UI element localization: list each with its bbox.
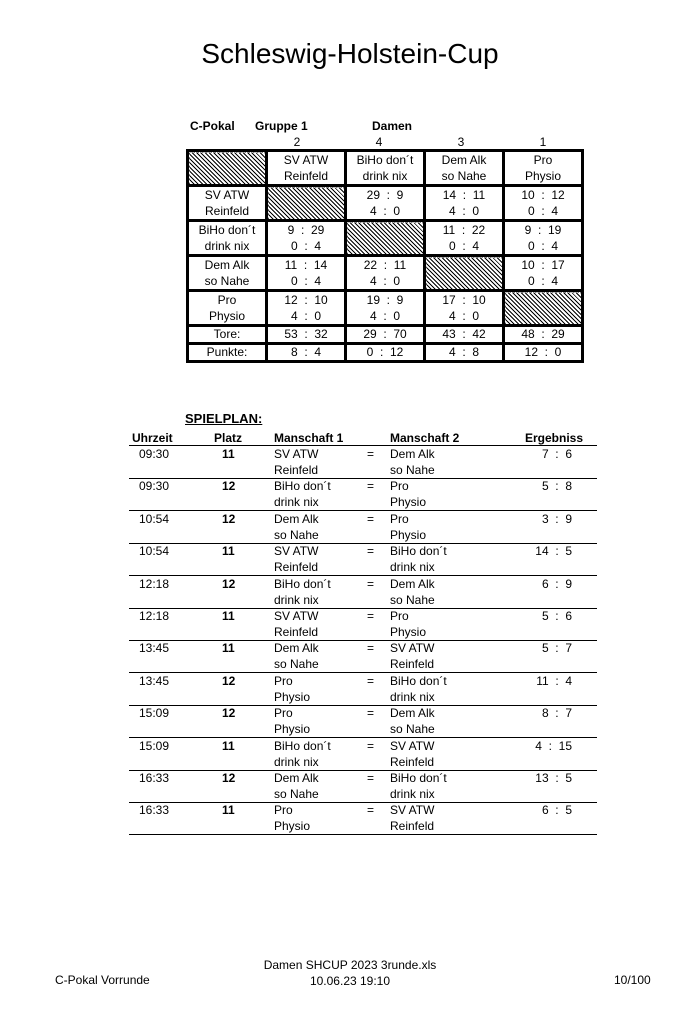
- match-time: 15:09: [139, 706, 170, 721]
- match-field: 11: [222, 641, 235, 656]
- match-team2: [390, 705, 490, 737]
- points-total-value: 8 : 4: [267, 344, 346, 362]
- team2-line2: Physio: [390, 527, 427, 542]
- team-name-line2: Physio: [524, 169, 562, 183]
- team-name-line1: Dem Alk: [441, 153, 487, 167]
- team-row-header-4: [188, 291, 267, 326]
- footer-left: C-Pokal Vorrunde: [55, 973, 150, 987]
- schedule-row: [129, 576, 597, 609]
- match-result-cell: [346, 291, 425, 326]
- match-field: 12: [222, 576, 236, 591]
- match-separator: =: [367, 609, 375, 623]
- match-time: 13:45: [139, 673, 170, 688]
- goals-score: 14 : 11: [442, 188, 486, 202]
- goals-total-row: [188, 326, 583, 344]
- header-field: Platz: [214, 431, 243, 445]
- points-score: 4 : 0: [448, 204, 480, 218]
- team1-line2: Physio: [274, 819, 311, 834]
- team1-line2: so Nahe: [274, 657, 319, 672]
- team1-line2: drink nix: [274, 592, 319, 607]
- match-field: 11: [222, 544, 235, 559]
- team2-line1: Pro: [390, 511, 409, 526]
- cup-label: C-Pokal: [190, 119, 235, 133]
- match-team1: [274, 705, 364, 737]
- match-result: 6 : 9: [541, 576, 572, 591]
- schedule-title: SPIELPLAN:: [185, 411, 263, 426]
- team2-line2: Reinfeld: [390, 819, 435, 834]
- match-team2: [390, 543, 490, 575]
- match-time: 10:54: [139, 511, 170, 526]
- match-result: 11 : 4: [536, 673, 572, 688]
- goals-score: 10 : 17: [521, 258, 565, 272]
- match-result-cell: [504, 186, 583, 221]
- footer-page: 10/100: [614, 973, 651, 987]
- team2-line2: so Nahe: [390, 722, 435, 737]
- header-result: Ergebniss: [525, 431, 584, 445]
- points-score: 4 : 0: [369, 309, 401, 323]
- match-time: 16:33: [139, 803, 170, 818]
- schedule-row: [129, 543, 597, 576]
- team2-line2: Reinfeld: [390, 657, 435, 672]
- team1-line1: BiHo don´t: [274, 479, 331, 494]
- match-separator: =: [367, 641, 375, 656]
- match-field: 12: [222, 479, 236, 494]
- match-time: 16:33: [139, 771, 170, 785]
- points-score: 0 : 4: [448, 239, 480, 253]
- match-team1: [274, 478, 364, 510]
- team2-line1: Pro: [390, 609, 409, 623]
- match-team2: [390, 770, 490, 802]
- team2-line1: BiHo don´t: [390, 771, 447, 785]
- cross-row: [188, 186, 583, 221]
- match-result-cell: [425, 221, 504, 256]
- team2-line2: drink nix: [390, 560, 435, 575]
- goals-score: 11 : 14: [284, 258, 328, 272]
- header-team2: Manschaft 2: [390, 431, 460, 445]
- match-field: 11: [222, 803, 235, 818]
- team-name-line1: Pro: [217, 293, 237, 307]
- match-time: 10:54: [139, 544, 170, 559]
- match-time: 13:45: [139, 641, 170, 656]
- schedule-row: [129, 770, 597, 803]
- page-title: Schleswig-Holstein-Cup: [201, 38, 499, 69]
- match-field: 12: [222, 706, 236, 721]
- goals-score: 12 : 10: [284, 293, 328, 307]
- points-total-label: Punkte:: [188, 344, 267, 362]
- team-header-2: [346, 151, 425, 186]
- cross-row: [188, 256, 583, 291]
- points-score: 4 : 0: [448, 309, 480, 323]
- match-team2: [390, 673, 490, 705]
- match-team1: [274, 802, 364, 834]
- match-result-cell: [346, 186, 425, 221]
- team1-line2: Reinfeld: [274, 625, 319, 639]
- group-label: Gruppe 1: [255, 119, 308, 133]
- match-field: 12: [222, 673, 236, 688]
- match-separator: =: [367, 673, 375, 688]
- match-separator: =: [367, 511, 375, 526]
- points-score: 0 : 4: [290, 274, 322, 288]
- team2-line2: so Nahe: [390, 463, 435, 477]
- match-field: 12: [222, 771, 236, 785]
- self-match-cell: [425, 256, 504, 291]
- points-total-row: [188, 344, 583, 362]
- match-result: 5 : 8: [541, 479, 572, 494]
- team1-line2: Physio: [274, 722, 311, 737]
- team-name-line2: so Nahe: [441, 169, 487, 183]
- team1-line2: drink nix: [274, 754, 319, 769]
- team1-line2: Reinfeld: [274, 560, 319, 575]
- team-name-line1: SV ATW: [283, 153, 329, 167]
- points-score: 0 : 4: [527, 239, 559, 253]
- team1-line2: Physio: [274, 689, 311, 704]
- match-separator: =: [367, 544, 375, 559]
- points-score: 0 : 4: [527, 274, 559, 288]
- goals-score: 22 : 11: [363, 258, 407, 272]
- match-result: 7 : 6: [541, 447, 572, 461]
- goals-score: 29 : 9: [366, 188, 404, 202]
- team-name-line1: Dem Alk: [204, 258, 250, 272]
- match-separator: =: [367, 576, 375, 591]
- team1-line1: Dem Alk: [274, 771, 319, 785]
- match-team1: [274, 576, 364, 608]
- match-result-cell: [346, 256, 425, 291]
- team1-line1: Dem Alk: [274, 511, 319, 526]
- points-score: 0 : 4: [527, 204, 559, 218]
- match-team1: [274, 738, 364, 770]
- team-header-3: [425, 151, 504, 186]
- match-team1: [274, 770, 364, 802]
- team-row-header-2: [188, 221, 267, 256]
- category-label: Damen: [372, 119, 413, 133]
- match-field: 11: [222, 738, 235, 753]
- match-separator: =: [367, 447, 375, 461]
- points-score: 4 : 0: [290, 309, 322, 323]
- header-team1: Manschaft 1: [274, 431, 344, 445]
- team1-line1: SV ATW: [274, 544, 319, 559]
- points-total-value: 0 : 12: [346, 344, 425, 362]
- goals-score: 11 : 22: [442, 223, 486, 237]
- team-name-line2: Physio: [208, 309, 246, 323]
- team2-line2: Physio: [390, 625, 427, 639]
- points-score: 4 : 0: [369, 204, 401, 218]
- goals-score: 10 : 12: [521, 188, 565, 202]
- rank-team-4: 1: [539, 135, 547, 149]
- match-result: 5 : 7: [541, 641, 572, 656]
- match-time: 15:09: [139, 738, 170, 753]
- match-result-cell: [267, 256, 346, 291]
- match-result: 14 : 5: [535, 544, 572, 559]
- schedule-row: [129, 478, 597, 511]
- schedule-row: [129, 608, 597, 641]
- match-field: 11: [222, 609, 235, 623]
- match-team1: [274, 511, 364, 543]
- team2-line1: BiHo don´t: [390, 544, 447, 559]
- match-separator: =: [367, 771, 375, 785]
- match-time: 12:18: [139, 609, 170, 623]
- goals-score: 9 : 19: [524, 223, 562, 237]
- match-result: 13 : 5: [535, 771, 572, 785]
- team2-line2: Reinfeld: [390, 754, 435, 769]
- team2-line2: drink nix: [390, 689, 435, 704]
- team1-line1: BiHo don´t: [274, 738, 331, 753]
- team2-line1: SV ATW: [390, 738, 435, 753]
- match-team1: [274, 640, 364, 672]
- team-name-line2: drink nix: [362, 169, 408, 183]
- team-header-1: [267, 151, 346, 186]
- match-time: 09:30: [139, 447, 170, 461]
- team2-line1: BiHo don´t: [390, 673, 447, 688]
- self-match-cell: [346, 221, 425, 256]
- schedule-row: [129, 640, 597, 673]
- schedule-row: [129, 511, 597, 544]
- header-time: Uhrzeit: [132, 431, 173, 445]
- points-score: 0 : 4: [290, 239, 322, 253]
- self-match-cell: [267, 186, 346, 221]
- match-team2: [390, 802, 490, 834]
- match-separator: =: [367, 706, 375, 721]
- match-team2: [390, 511, 490, 543]
- footer-file: Damen SHCUP 2023 3runde.xls: [263, 958, 437, 972]
- match-team2: [390, 608, 490, 640]
- team2-line1: SV ATW: [390, 803, 435, 818]
- team2-line2: drink nix: [390, 787, 435, 801]
- match-result: 6 : 5: [541, 803, 572, 818]
- team-name-line1: SV ATW: [204, 188, 250, 202]
- team1-line1: Pro: [274, 803, 293, 818]
- cross-row: [188, 291, 583, 326]
- match-result: 5 : 6: [541, 609, 572, 623]
- match-team1: [274, 608, 364, 640]
- schedule-row: [129, 738, 597, 771]
- team2-line1: Dem Alk: [390, 576, 435, 591]
- rank-team-2: 4: [375, 135, 383, 149]
- match-result: 8 : 7: [541, 706, 572, 721]
- team1-line1: SV ATW: [274, 609, 319, 623]
- cross-header-row: [188, 151, 583, 186]
- points-total-value: 4 : 8: [425, 344, 504, 362]
- team1-line2: drink nix: [274, 495, 319, 510]
- goals-total-value: 53 : 32: [267, 326, 346, 344]
- rank-team-3: 3: [457, 135, 465, 149]
- match-time: 12:18: [139, 576, 170, 591]
- goals-total-label: Tore:: [188, 326, 267, 344]
- match-result-cell: [504, 221, 583, 256]
- schedule-row: [129, 446, 597, 479]
- team2-line1: SV ATW: [390, 641, 435, 656]
- goals-score: 9 : 29: [287, 223, 325, 237]
- match-team2: [390, 478, 490, 510]
- match-team2: [390, 446, 490, 478]
- match-result-cell: [267, 291, 346, 326]
- schedule-row: [129, 802, 597, 835]
- rank-team-1: 2: [293, 135, 301, 149]
- match-result: 4 : 15: [535, 738, 572, 753]
- team-header-4: [504, 151, 583, 186]
- team2-line1: Dem Alk: [390, 706, 435, 721]
- match-result-cell: [267, 221, 346, 256]
- team-name-line1: BiHo don´t: [198, 223, 256, 237]
- goals-total-value: 48 : 29: [504, 326, 583, 344]
- team1-line1: BiHo don´t: [274, 576, 331, 591]
- team1-line1: Pro: [274, 706, 293, 721]
- team2-line2: Physio: [390, 495, 427, 510]
- points-total-value: 12 : 0: [504, 344, 583, 362]
- team1-line1: Pro: [274, 673, 293, 688]
- team2-line1: Dem Alk: [390, 447, 435, 461]
- cross-row: [188, 221, 583, 256]
- team-name-line1: Pro: [533, 153, 553, 167]
- match-team2: [390, 576, 490, 608]
- match-result-cell: [425, 291, 504, 326]
- match-field: 12: [222, 511, 236, 526]
- team-name-line1: BiHo don´t: [356, 153, 414, 167]
- team-name-line2: so Nahe: [204, 274, 250, 288]
- footer-datetime: 10.06.23 19:10: [309, 974, 391, 988]
- match-separator: =: [367, 803, 375, 818]
- match-result: 3 : 9: [541, 511, 572, 526]
- group-cross-table: [186, 149, 584, 363]
- match-field: 11: [222, 447, 235, 461]
- goals-score: 19 : 9: [366, 293, 404, 307]
- match-result-cell: [504, 256, 583, 291]
- team2-line1: Pro: [390, 479, 409, 494]
- team1-line1: SV ATW: [274, 447, 319, 461]
- match-team2: [390, 738, 490, 770]
- match-separator: =: [367, 479, 375, 494]
- team-row-header-1: [188, 186, 267, 221]
- team1-line2: so Nahe: [274, 787, 319, 801]
- goals-total-value: 29 : 70: [346, 326, 425, 344]
- match-team1: [274, 673, 364, 705]
- team-name-line2: Reinfeld: [283, 169, 329, 183]
- points-score: 4 : 0: [369, 274, 401, 288]
- match-team1: [274, 446, 364, 478]
- corner-cell: [188, 151, 267, 186]
- team-row-header-3: [188, 256, 267, 291]
- team1-line2: so Nahe: [274, 527, 319, 542]
- team1-line1: Dem Alk: [274, 641, 319, 656]
- match-team2: [390, 640, 490, 672]
- schedule-row: [129, 705, 597, 738]
- team-name-line2: drink nix: [204, 239, 250, 253]
- match-result-cell: [425, 186, 504, 221]
- match-separator: =: [367, 738, 375, 753]
- goals-total-value: 43 : 42: [425, 326, 504, 344]
- schedule-row: [129, 673, 597, 706]
- team-name-line2: Reinfeld: [204, 204, 250, 218]
- goals-score: 17 : 10: [442, 293, 486, 307]
- team2-line2: so Nahe: [390, 592, 435, 607]
- match-time: 09:30: [139, 479, 170, 494]
- match-team1: [274, 543, 364, 575]
- team1-line2: Reinfeld: [274, 463, 319, 477]
- self-match-cell: [504, 291, 583, 326]
